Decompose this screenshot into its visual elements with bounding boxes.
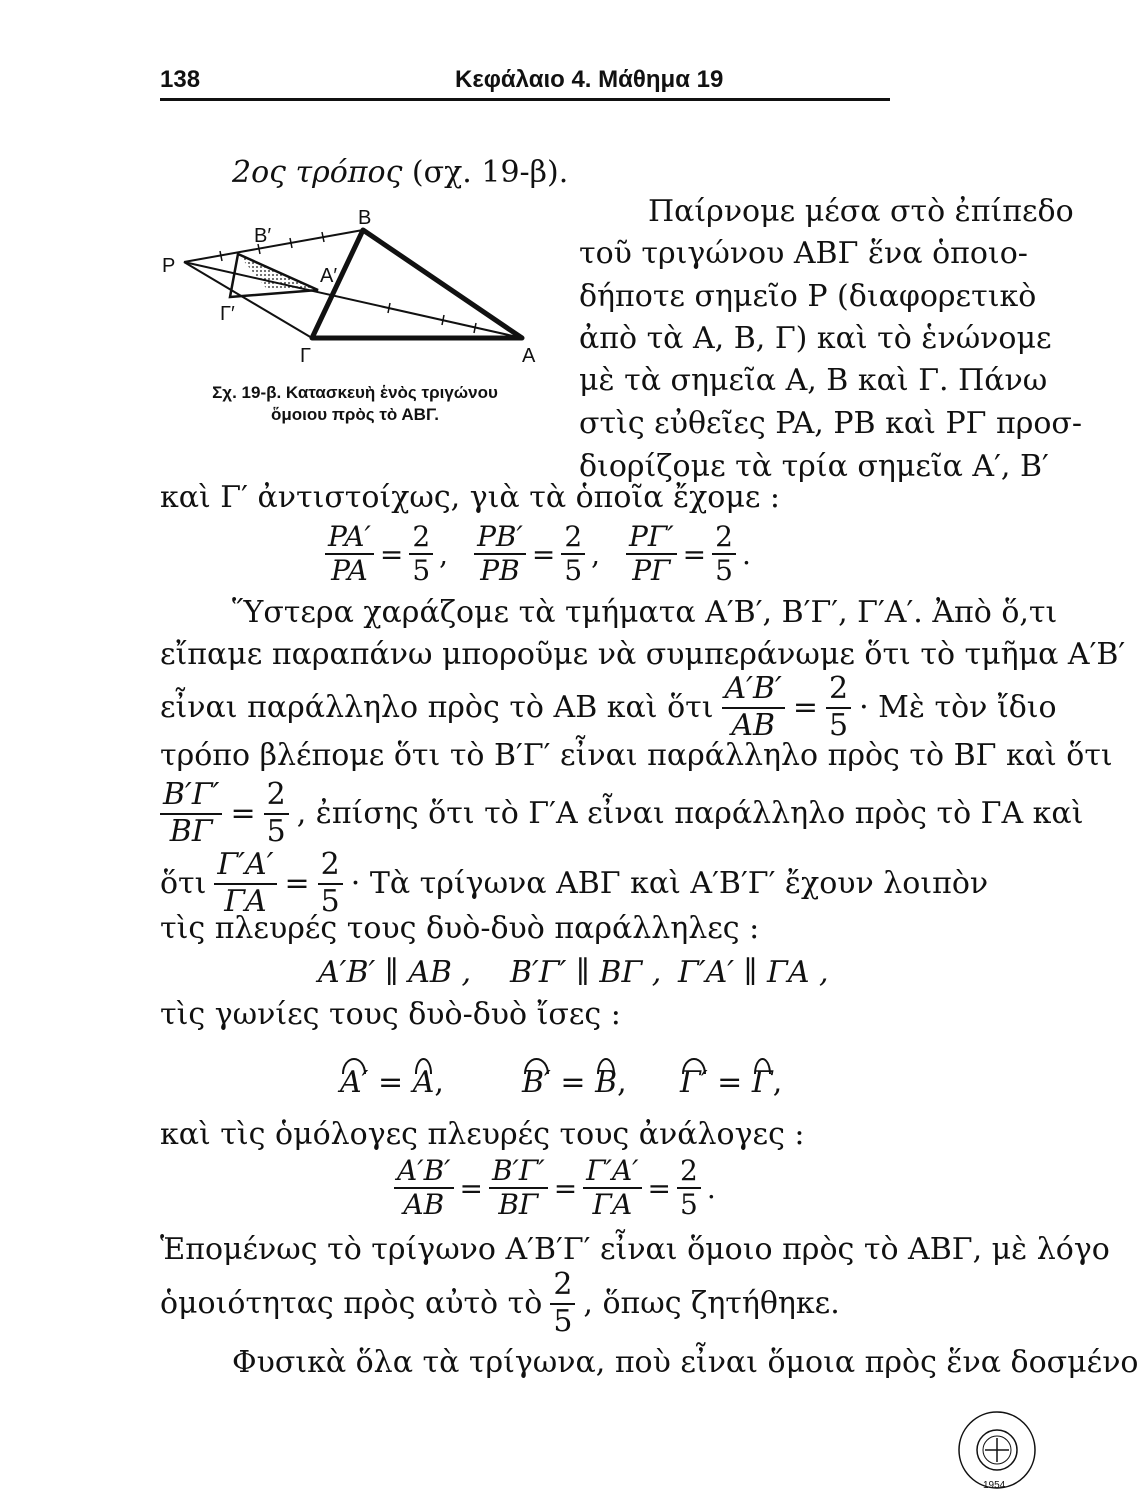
sides-intro: καὶ τὶς ὁμόλογες πλευρές τους ἀνάλογες : (160, 1117, 805, 1152)
ratio-equations-1: $\frac{PA'}{PA}$ = $\frac{2}{5}$ , $\frac{PB'}{PB}$ = $\frac{2}{5}$ , $\frac{P\Gamma'}{P\Gamma}$ = $\frac{2}{5}$ . (325, 521, 751, 587)
method-ref: (σχ. 19-β). (411, 155, 569, 190)
label-B: B (358, 207, 372, 229)
method-ordinal: 2ος (232, 155, 286, 190)
method-word: τρόπος (295, 155, 403, 190)
foundation-stamp (955, 1408, 1039, 1492)
last-line: Φυσικὰ ὅλα τὰ τρίγωνα, ποὺ εἶναι ὅμοια πρὸς ἕνα δοσμένο (232, 1345, 1139, 1380)
intro-line-5: μὲ τὰ σημεῖα Α, Β καὶ Γ. Πάνω (579, 363, 1048, 398)
method-heading (232, 155, 569, 190)
caption-line-1: Σχ. 19-β. Κατασκευὴ ἑνὸς τριγώνου (212, 383, 498, 402)
angle-eq-A: Α′ = Α, (340, 1058, 444, 1098)
para2-line-2: εἴπαμε παραπάνω μποροῦμε νὰ συμπεράνωμε ὅτι τὸ τμῆμα Α′Β′ (160, 637, 1126, 672)
intro-line-4: ἀπὸ τὰ Α, Β, Γ) καὶ τὸ ἑνώνομε (579, 321, 1052, 356)
label-G: Γ (300, 345, 312, 367)
para3-line-2: ὁμοιότητας πρὸς αὐτὸ τὸ $\frac{2}{5}$ , ὅπως ζητήθηκε. (160, 1267, 840, 1339)
label-P: P (162, 255, 176, 277)
para2-line-6: ὅτι $\frac{\Gamma'A'}{\Gamma A}$ = $\frac{2}{5}$ · Τὰ τρίγωνα ΑΒΓ καὶ Α′Β′Γ′ ἔχουν λοιπὸν (160, 847, 989, 919)
page-number: 138 (160, 66, 201, 93)
tick-PA-1 (388, 303, 390, 313)
tick-PB-1 (220, 251, 222, 261)
para3-line-1: Ἑπομένως τὸ τρίγωνο Α′Β′Γ′ εἶναι ὅμοιο πρὸς τὸ ΑΒΓ, μὲ λόγο (160, 1232, 1110, 1267)
intro-line-2: τοῦ τριγώνου ΑΒΓ ἕνα ὁποιο- (579, 236, 1028, 271)
para2-line-4: τρόπο βλέπομε ὅτι τὸ Β′Γ′ εἶναι παράλληλο πρὸς τὸ ΒΓ καὶ ὅτι (160, 738, 1113, 773)
line-PG (184, 262, 312, 338)
figure-19b (160, 207, 560, 390)
label-Bp: B′ (254, 225, 272, 247)
intro-line-8: καὶ Γ′ ἀντιστοίχως, γιὰ τὰ ὁποῖα ἔχομε : (160, 480, 781, 515)
tick-PB-3 (290, 238, 292, 248)
ratio2-GA: $\frac{\Gamma'A'}{\Gamma A}$ (583, 1155, 641, 1221)
intro-line-7: διορίζομε τὰ τρία σημεῖα Α′, Β′ (579, 449, 1049, 484)
ratio-BG-fraction: $\frac{B'\Gamma'}{B\Gamma}$ (160, 778, 222, 849)
para2-line-3: εἶναι παράλληλο πρὸς τὸ ΑΒ καὶ ὅτι $\frac{A'B'}{AB}$ = $\frac{2}{5}$ · Μὲ τὸν ἴδιο (160, 671, 1057, 743)
ratio-AB-value: $\frac{2}{5}$ (826, 672, 851, 743)
tick-PA-2 (442, 315, 444, 325)
para2-line-5: $\frac{B'\Gamma'}{B\Gamma}$ = $\frac{2}{5}$ , ἐπίσης ὅτι τὸ Γ′Α εἶναι παράλληλο πρὸς τὸ ΓΑ καὶ (160, 778, 1083, 849)
header-rule (160, 98, 890, 101)
angle-eq-G: Γ′ = Γ, (680, 1058, 782, 1098)
ratio2-value: $\frac{2}{5}$ (677, 1155, 701, 1221)
triangle-ABG (312, 230, 522, 338)
label-Ap: A′ (320, 265, 338, 287)
parallel-1: Α′Β′ ∥ ΑΒ , (318, 955, 472, 990)
ratio-PG-value: $\frac{2}{5}$ (712, 521, 736, 587)
angle-eq-B: Β′ = Β, (522, 1058, 627, 1098)
parallel-2: Β′Γ′ ∥ ΒΓ , (510, 955, 662, 990)
intro-line-3: δήποτε σημεῖο P (διαφορετικὸ (579, 279, 1037, 314)
tick-PA-3 (474, 323, 476, 333)
intro-line-6: στὶς εὐθεῖες PA, PB καὶ PΓ προσ- (579, 406, 1083, 441)
ratio-PG-fraction: $\frac{P\Gamma'}{P\Gamma}$ (626, 521, 677, 587)
ratio-AB-fraction: $\frac{A'B'}{AB}$ (722, 672, 785, 743)
ratio-equations-2: $\frac{A'B'}{AB}$ = $\frac{B'\Gamma'}{B\Gamma}$ = $\frac{\Gamma'A'}{\Gamma A}$ = $\frac{2}{5}$ . (394, 1155, 716, 1221)
intro-line-1: Παίρνομε μέσα στὸ ἐπίπεδο (648, 194, 1074, 229)
label-Gp: Γ′ (220, 303, 235, 325)
ratio-PA-fraction: $\frac{PA'}{PA}$ (325, 521, 374, 587)
tick-PB-4 (322, 232, 324, 242)
ratio2-AB: $\frac{A'B'}{AB}$ (394, 1155, 454, 1221)
svg-text:1954: 1954 (983, 1480, 1006, 1491)
similarity-ratio: $\frac{2}{5}$ (550, 1268, 575, 1339)
para2-line-7: τὶς πλευρές τους δυὸ-δυὸ παράλληλες : (160, 911, 760, 946)
ratio-PB-value: $\frac{2}{5}$ (561, 521, 585, 587)
running-title: Κεφάλαιο 4. Μάθημα 19 (455, 66, 724, 93)
ratio-GA-value: $\frac{2}{5}$ (318, 848, 343, 919)
parallel-3: Γ′Α′ ∥ ΓΑ , (678, 955, 829, 990)
line-PB (184, 230, 363, 262)
ratio-PB-fraction: $\frac{PB'}{PB}$ (474, 521, 526, 587)
label-A: A (522, 345, 536, 367)
ratio2-BG: $\frac{B'\Gamma'}{B\Gamma}$ (489, 1155, 548, 1221)
ratio-PA-value: $\frac{2}{5}$ (409, 521, 433, 587)
figure-caption (160, 382, 550, 426)
caption-line-2: ὅμοιου πρὸς τὸ ΑΒΓ. (270, 405, 440, 425)
ratio-BG-value: $\frac{2}{5}$ (264, 778, 289, 849)
para2-line-1: Ὕστερα χαράζομε τὰ τμήματα Α′Β′, Β′Γ′, Γ′Α′. Ἀπὸ ὅ,τι (232, 595, 1058, 630)
angles-intro: τὶς γωνίες τους δυὸ-δυὸ ἴσες : (160, 997, 621, 1032)
ratio-GA-fraction: $\frac{\Gamma'A'}{\Gamma A}$ (214, 848, 276, 919)
